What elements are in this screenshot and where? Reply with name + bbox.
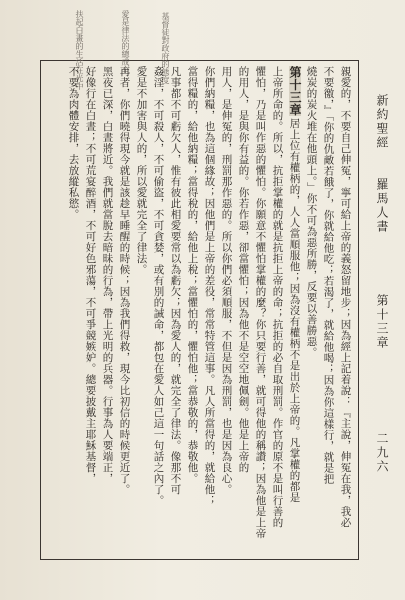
header-rule (358, 60, 359, 560)
left-rule (40, 60, 41, 560)
body-line: 姦淫，不可殺人，不可偷盜，不可貪婪，或有別的誡命，都包在愛人如己這一句話之內了。 (152, 66, 165, 506)
book-name: 新約聖經 (375, 94, 389, 150)
body-line: 黑夜已深，白晝將近。我們就當脫去暗昧的行為，帶上光明的兵器。行事為人要端正， (101, 66, 114, 484)
body-line: 的用人，是與你有益的。你若作惡，卻當懼怕；因為他不是空空地佩劍。他是上帝的 (237, 66, 250, 473)
body-line: 好像行在白晝；不可荒宴醉酒，不可好色邪蕩，不可爭競嫉妒。總要披戴主耶穌基督， (84, 66, 97, 484)
body-line: 愛是不加害與人的，所以愛就完全了律法。 (135, 66, 148, 275)
page-number: 二九六 (375, 432, 389, 474)
margin-note-government: 基督徒對政府的態度 (161, 12, 170, 84)
body-line: 不要徼，』「你的仇敵若餓了，你就給他吃；若渴了，就給他喝；因為你這樣行，就是把 (322, 66, 335, 485)
bottom-rule (40, 559, 358, 560)
chapter-heading: 第十三章 (288, 66, 302, 116)
body-line: 懼怕，乃是叫作惡的懼怕。你願意不懼怕掌權的麼？你只要行善，就可得他的稱讚；因為他是上帝 (254, 66, 267, 539)
margin-note-light: 扶起白畫的生活在光中 (75, 10, 84, 90)
body-line: 用人，是伸冤的，刑罰那作惡的。所以你們必須順服，不但是因為刑罰，也是因為良心。 (220, 66, 233, 495)
body-line: 居上位有權柄的，人人當順服他；因為沒有權柄不是出於上帝的。凡掌權的都是 (288, 118, 301, 503)
body-line: 當得糧的，給他納糧；當得稅的，給他上稅；當懼怕的，懼怕他；當恭敬的，恭敬他。 (186, 66, 199, 484)
body-line: 親愛的，不要自己伸冤，寧可給上帝的義怒留地步；因為經上記着說：『主說，伸冤在我，我必 (339, 66, 352, 528)
book-title: 羅馬人書 (375, 178, 389, 234)
body-line: 你們納糧，也為這個緣故；因他們是上帝的差役，常常特管這事。凡人所當得的，就給他； (203, 66, 216, 506)
chapter-label: 第十三章 (375, 294, 389, 350)
body-line: 燒炭的炭火堆在他頭上。」你不可為惡所勝，反要以善勝惡。 (305, 66, 318, 358)
body-line: 凡事都不可虧欠人，惟有彼此相愛要常以為虧欠；因為愛人的，就完全了律法。像那不可 (169, 66, 182, 495)
body-line: 不要為肉體安排，去放縱私慾。 (67, 66, 80, 220)
top-rule (40, 60, 358, 61)
body-line: 再者，你們曉得現今就是該趁早睡醒的時候；因為我們得救，現今比初信的時候更近了。 (118, 66, 131, 495)
body-line: 上帝所命的。所以，抗拒掌權的就是抗拒上帝的命；抗拒的必自取刑罰。作官的原不是叫行善的 (271, 66, 284, 528)
margin-note-love: 愛是律法的總成全 (121, 10, 130, 74)
